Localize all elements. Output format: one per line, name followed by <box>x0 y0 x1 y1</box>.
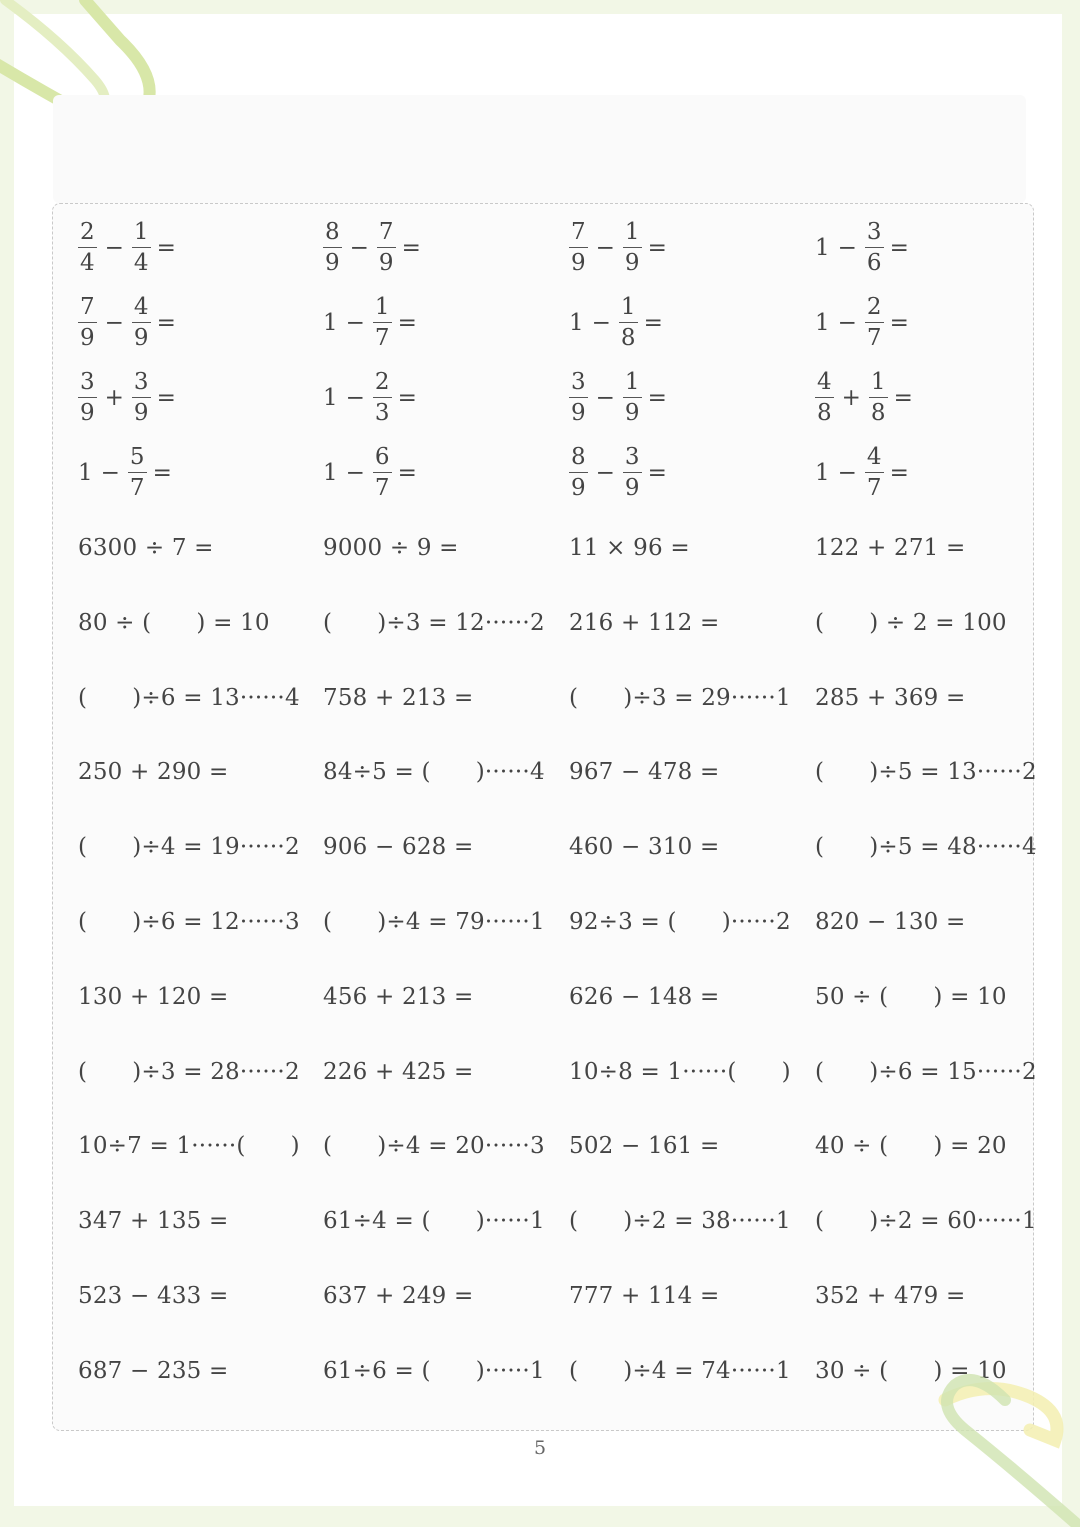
problem-row <box>78 1042 1038 1102</box>
operator: − <box>837 235 857 261</box>
numerator: 7 <box>569 221 588 248</box>
fraction <box>373 446 392 500</box>
arithmetic-problem: 626 − 148 = <box>569 983 720 1010</box>
operator: − <box>345 460 365 486</box>
numerator: 6 <box>373 446 392 473</box>
equals-sign: = <box>156 235 176 261</box>
denominator: 9 <box>133 325 149 351</box>
whole-number: 1 <box>815 460 830 486</box>
numerator: 3 <box>865 221 884 248</box>
denominator: 7 <box>374 475 390 501</box>
arithmetic-problem: 967 − 478 = <box>569 759 720 786</box>
fraction-problem <box>569 293 671 353</box>
operator: − <box>595 460 615 486</box>
denominator: 4 <box>133 250 149 276</box>
equals-sign: = <box>889 310 909 336</box>
arithmetic-problem: 10÷7 = 1······( ) <box>78 1133 300 1160</box>
fraction-problem <box>815 368 921 428</box>
operator: + <box>104 385 124 411</box>
numerator: 7 <box>78 296 97 323</box>
denominator: 3 <box>374 400 390 426</box>
operator: − <box>837 460 857 486</box>
problem-row <box>78 742 1038 802</box>
equals-sign: = <box>397 385 417 411</box>
numerator: 1 <box>869 371 888 398</box>
denominator: 9 <box>571 475 586 501</box>
operator: − <box>837 310 857 336</box>
operator: − <box>345 310 365 336</box>
numerator: 1 <box>623 221 642 248</box>
arithmetic-problem: 50 ÷ ( ) = 10 <box>815 983 1007 1010</box>
problem-row <box>78 1341 1038 1401</box>
fraction <box>373 296 392 350</box>
denominator: 7 <box>374 325 390 351</box>
numerator: 7 <box>377 221 396 248</box>
equals-sign: = <box>156 385 176 411</box>
denominator: 4 <box>80 250 95 276</box>
fraction <box>623 446 642 500</box>
arithmetic-problem: 61÷4 = ( )······1 <box>323 1208 545 1235</box>
numerator: 3 <box>132 371 151 398</box>
arithmetic-problem: ( )÷2 = 38······1 <box>569 1208 791 1235</box>
arithmetic-problem: ( )÷2 = 60······1 <box>815 1208 1037 1235</box>
arithmetic-problem: 216 + 112 = <box>569 609 720 636</box>
denominator: 9 <box>325 250 340 276</box>
fraction-problem <box>323 218 429 278</box>
arithmetic-problem: 502 − 161 = <box>569 1133 720 1160</box>
operator: − <box>345 385 365 411</box>
arithmetic-problem: 10÷8 = 1······( ) <box>569 1058 791 1085</box>
fraction <box>569 221 588 275</box>
whole-number: 1 <box>323 310 338 336</box>
fraction-problem <box>323 293 425 353</box>
operator: − <box>100 460 120 486</box>
equals-sign: = <box>401 235 421 261</box>
arithmetic-problem: 460 − 310 = <box>569 834 720 861</box>
arithmetic-problem: ( )÷4 = 19······2 <box>78 834 300 861</box>
arithmetic-problem: 250 + 290 = <box>78 759 229 786</box>
fraction <box>132 296 151 350</box>
denominator: 9 <box>571 400 586 426</box>
denominator: 9 <box>378 250 394 276</box>
problem-row <box>78 1116 1038 1176</box>
numerator: 4 <box>815 371 834 398</box>
problem-row <box>78 668 1038 728</box>
fraction <box>377 221 396 275</box>
arithmetic-problem: 40 ÷ ( ) = 20 <box>815 1133 1007 1160</box>
equals-sign: = <box>156 310 176 336</box>
operator: − <box>349 235 369 261</box>
fraction <box>78 221 97 275</box>
arithmetic-problem: 92÷3 = ( )······2 <box>569 909 791 935</box>
denominator: 7 <box>866 325 882 351</box>
equals-sign: = <box>647 385 667 411</box>
operator: − <box>595 235 615 261</box>
fraction-problem <box>815 293 917 353</box>
fraction-problem <box>78 218 184 278</box>
problem-row <box>78 593 1038 653</box>
problem-row <box>78 1266 1038 1326</box>
numerator: 3 <box>569 371 588 398</box>
fraction-row <box>78 368 1038 428</box>
arithmetic-problem: 352 + 479 = <box>815 1283 966 1309</box>
arithmetic-problem: 30 ÷ ( ) = 10 <box>815 1357 1007 1384</box>
arithmetic-problem: ( )÷5 = 13······2 <box>815 759 1037 786</box>
arithmetic-problem: 456 + 213 = <box>323 983 474 1010</box>
arithmetic-problem: 122 + 271 = <box>815 535 966 561</box>
fraction <box>78 371 97 425</box>
fraction <box>373 371 392 425</box>
numerator: 1 <box>132 221 151 248</box>
fraction-row <box>78 293 1038 353</box>
denominator: 9 <box>571 250 586 276</box>
fraction-row <box>78 443 1038 503</box>
operator: − <box>591 310 611 336</box>
equals-sign: = <box>643 310 663 336</box>
arithmetic-problem: ( )÷4 = 20······3 <box>323 1133 545 1160</box>
problem-row <box>78 1191 1038 1251</box>
operator: − <box>104 310 124 336</box>
operator: + <box>841 385 861 411</box>
numerator: 3 <box>623 446 642 473</box>
arithmetic-problem: 11 × 96 = <box>569 535 690 561</box>
arithmetic-problem: ( )÷6 = 12······3 <box>78 909 300 935</box>
arithmetic-problem: 637 + 249 = <box>323 1283 474 1309</box>
fraction <box>869 371 888 425</box>
numerator: 1 <box>619 296 638 323</box>
arithmetic-problem: 523 − 433 = <box>78 1283 229 1309</box>
operator: − <box>595 385 615 411</box>
arithmetic-problem: 130 + 120 = <box>78 983 229 1010</box>
header-area <box>53 95 1026 203</box>
denominator: 9 <box>80 325 95 351</box>
fraction <box>815 371 834 425</box>
arithmetic-problem: 820 − 130 = <box>815 909 966 935</box>
problem-row <box>78 967 1038 1027</box>
numerator: 3 <box>78 371 97 398</box>
fraction <box>865 446 884 500</box>
arithmetic-problem: 6300 ÷ 7 = <box>78 535 214 561</box>
whole-number: 1 <box>323 460 338 486</box>
equals-sign: = <box>889 460 909 486</box>
fraction-problem <box>78 368 184 428</box>
arithmetic-problem: 347 + 135 = <box>78 1208 229 1235</box>
equals-sign: = <box>397 460 417 486</box>
equals-sign: = <box>889 235 909 261</box>
arithmetic-problem: 61÷6 = ( )······1 <box>323 1357 545 1384</box>
fraction <box>78 296 97 350</box>
fraction-problem <box>569 218 675 278</box>
equals-sign: = <box>647 235 667 261</box>
denominator: 9 <box>133 400 149 426</box>
denominator: 9 <box>624 475 640 501</box>
numerator: 1 <box>373 296 392 323</box>
arithmetic-problem: 687 − 235 = <box>78 1357 229 1384</box>
fraction-problem <box>323 368 425 428</box>
arithmetic-problem: 84÷5 = ( )······4 <box>323 759 545 786</box>
arithmetic-problem: 777 + 114 = <box>569 1283 720 1309</box>
arithmetic-problem: 226 + 425 = <box>323 1058 474 1085</box>
whole-number: 1 <box>815 310 830 336</box>
equals-sign: = <box>893 385 913 411</box>
whole-number: 1 <box>78 460 93 486</box>
numerator: 2 <box>373 371 392 398</box>
fraction-problem <box>323 443 425 503</box>
denominator: 8 <box>817 400 832 426</box>
fraction <box>623 371 642 425</box>
denominator: 9 <box>624 400 640 426</box>
arithmetic-problem: ( )÷4 = 79······1 <box>323 909 545 935</box>
fraction <box>865 296 884 350</box>
denominator: 7 <box>866 475 882 501</box>
fraction-problem <box>569 443 675 503</box>
fraction-problem <box>815 218 917 278</box>
arithmetic-problem: ( )÷3 = 12······2 <box>323 609 545 636</box>
arithmetic-problem: ( )÷3 = 29······1 <box>569 684 791 711</box>
denominator: 6 <box>866 250 882 276</box>
arithmetic-problem: ( ) ÷ 2 = 100 <box>815 609 1007 636</box>
fraction <box>323 221 342 275</box>
denominator: 9 <box>80 400 95 426</box>
problem-row <box>78 892 1038 952</box>
numerator: 4 <box>132 296 151 323</box>
page-number: 5 <box>533 1437 547 1459</box>
arithmetic-problem: ( )÷4 = 74······1 <box>569 1357 791 1384</box>
numerator: 5 <box>128 446 147 473</box>
fraction <box>132 371 151 425</box>
fraction <box>569 446 588 500</box>
arithmetic-problem: ( )÷5 = 48······4 <box>815 834 1037 861</box>
problem-row <box>78 518 1038 578</box>
fraction <box>619 296 638 350</box>
fraction-problem <box>78 293 184 353</box>
numerator: 8 <box>569 446 588 473</box>
fraction <box>128 446 147 500</box>
arithmetic-problem: 906 − 628 = <box>323 834 474 861</box>
arithmetic-problem: 80 ÷ ( ) = 10 <box>78 609 270 636</box>
fraction <box>569 371 588 425</box>
problem-row <box>78 817 1038 877</box>
denominator: 7 <box>129 475 145 501</box>
numerator: 1 <box>623 371 642 398</box>
arithmetic-problem: 285 + 369 = <box>815 684 966 711</box>
whole-number: 1 <box>815 235 830 261</box>
operator: − <box>104 235 124 261</box>
arithmetic-problem: ( )÷6 = 13······4 <box>78 684 300 711</box>
whole-number: 1 <box>323 385 338 411</box>
arithmetic-problem: ( )÷6 = 15······2 <box>815 1058 1037 1085</box>
numerator: 2 <box>865 296 884 323</box>
fraction <box>865 221 884 275</box>
arithmetic-problem: 9000 ÷ 9 = <box>323 535 459 561</box>
equals-sign: = <box>152 460 172 486</box>
fraction-problem <box>78 443 180 503</box>
fraction-problem <box>815 443 917 503</box>
arithmetic-problem: 758 + 213 = <box>323 684 474 711</box>
equals-sign: = <box>397 310 417 336</box>
numerator: 2 <box>78 221 97 248</box>
arithmetic-problem: ( )÷3 = 28······2 <box>78 1058 300 1085</box>
denominator: 8 <box>620 325 636 351</box>
denominator: 9 <box>624 250 640 276</box>
fraction-row <box>78 218 1038 278</box>
whole-number: 1 <box>569 310 584 336</box>
denominator: 8 <box>870 400 886 426</box>
fraction-problem <box>569 368 675 428</box>
numerator: 8 <box>323 221 342 248</box>
fraction <box>623 221 642 275</box>
equals-sign: = <box>647 460 667 486</box>
fraction <box>132 221 151 275</box>
numerator: 4 <box>865 446 884 473</box>
